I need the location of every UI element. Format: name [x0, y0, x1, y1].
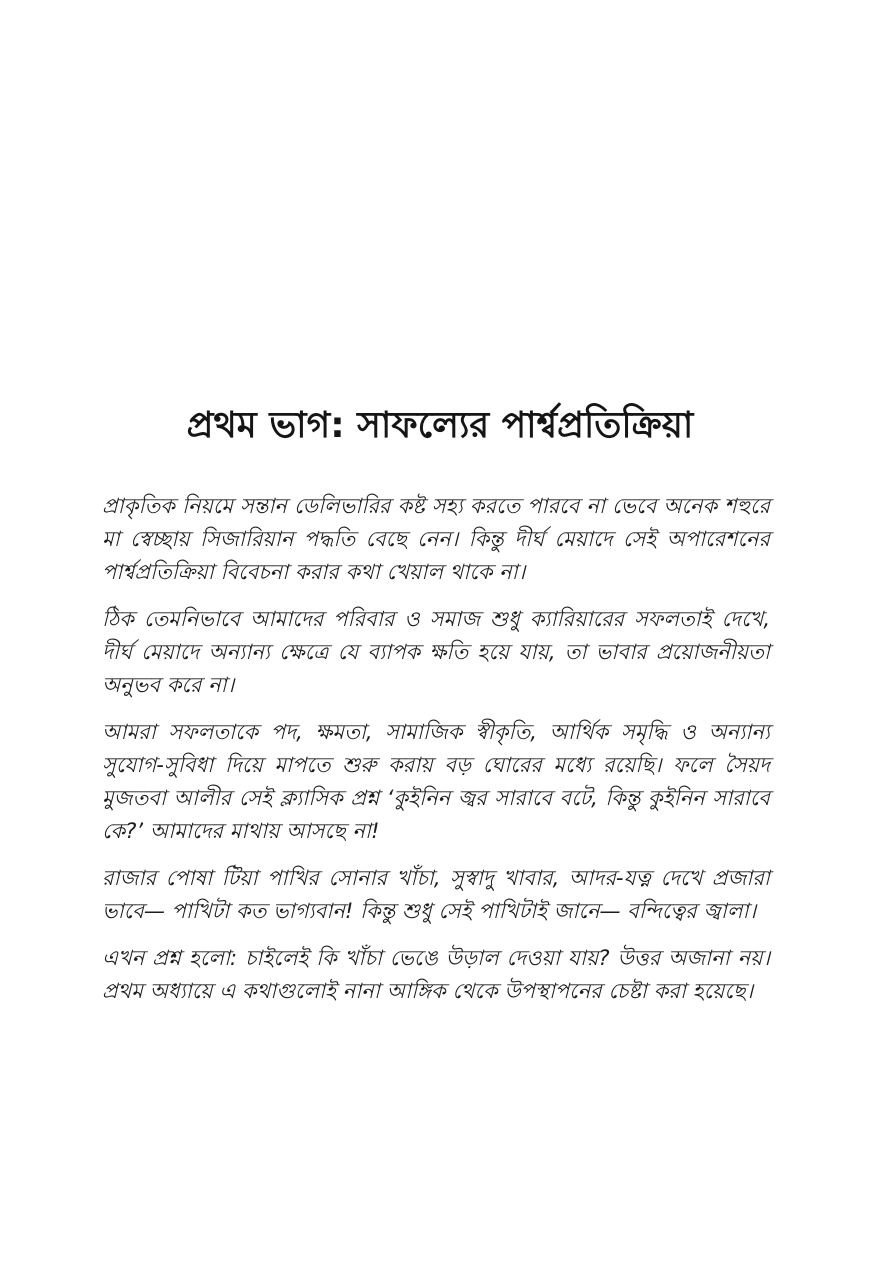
- part-title: প্রথম ভাগ: সাফল্যের পার্শ্বপ্রতিক্রিয়া: [186, 405, 694, 446]
- paragraph-1: প্রাকৃতিক নিয়মে সন্তান ডেলিভারির কষ্ট সহ্য করতে পারবে না ভেবে অনেক শহুরে মা স্বেচ্ছায় সিজারিয়ান পদ্ধতি বেছে নেন। কিন্তু দীর্ঘ মেয়াদে সেই অপারেশনের পার্শ্বপ্রতিক্রিয়া বিবেচনা করার কথা খেয়াল থাকে না।: [102, 494, 770, 584]
- paragraph-3: আমরা সফলতাকে পদ, ক্ষমতা, সামাজিক স্বীকৃতি, আর্থিক সমৃদ্ধি ও অন্যান্য সুযোগ-সুবিধা দিয়ে মাপতে শুরু করায় বড় ঘোরের মধ্যে রয়েছি। ফলে সৈয়দ মুজতবা আলীর সেই ক্ল্যাসিক প্রশ্ন ‘কুইনিন জ্বর সারাবে বটে, কিন্তু কুইনিন সারাবে কে?’ আমাদের মাথায় আসছে না!: [102, 720, 770, 843]
- paragraph-2: ঠিক তেমনিভাবে আমাদের পরিবার ও সমাজ শুধু ক্যারিয়ারের সফলতাই দেখে, দীর্ঘ মেয়াদে অন্যান্য ক্ষেত্রে যে ব্যাপক ক্ষতি হয়ে যায়, তা ভাবার প্রয়োজনীয়তা অনুভব করে না।: [102, 607, 770, 697]
- paragraph-4: রাজার পোষা টিয়া পাখির সোনার খাঁচা, সুস্বাদু খাবার, আদর-যত্ন দেখে প্রজারা ভাবে— পাখিটা কত ভাগ্যবান! কিন্তু শুধু সেই পাখিটাই জানে— বন্দিত্বের জ্বালা।: [102, 866, 770, 923]
- intro-text: [102, 490, 770, 1022]
- paragraph-5: এখন প্রশ্ন হলো: চাইলেই কি খাঁচা ভেঙে উড়াল দেওয়া যায়? উত্তর অজানা নয়। প্রথম অধ্যায়ে এ কথাগুলোই নানা আঙ্গিক থেকে উপস্থাপনের চেষ্টা করা হয়েছে।: [102, 946, 770, 1003]
